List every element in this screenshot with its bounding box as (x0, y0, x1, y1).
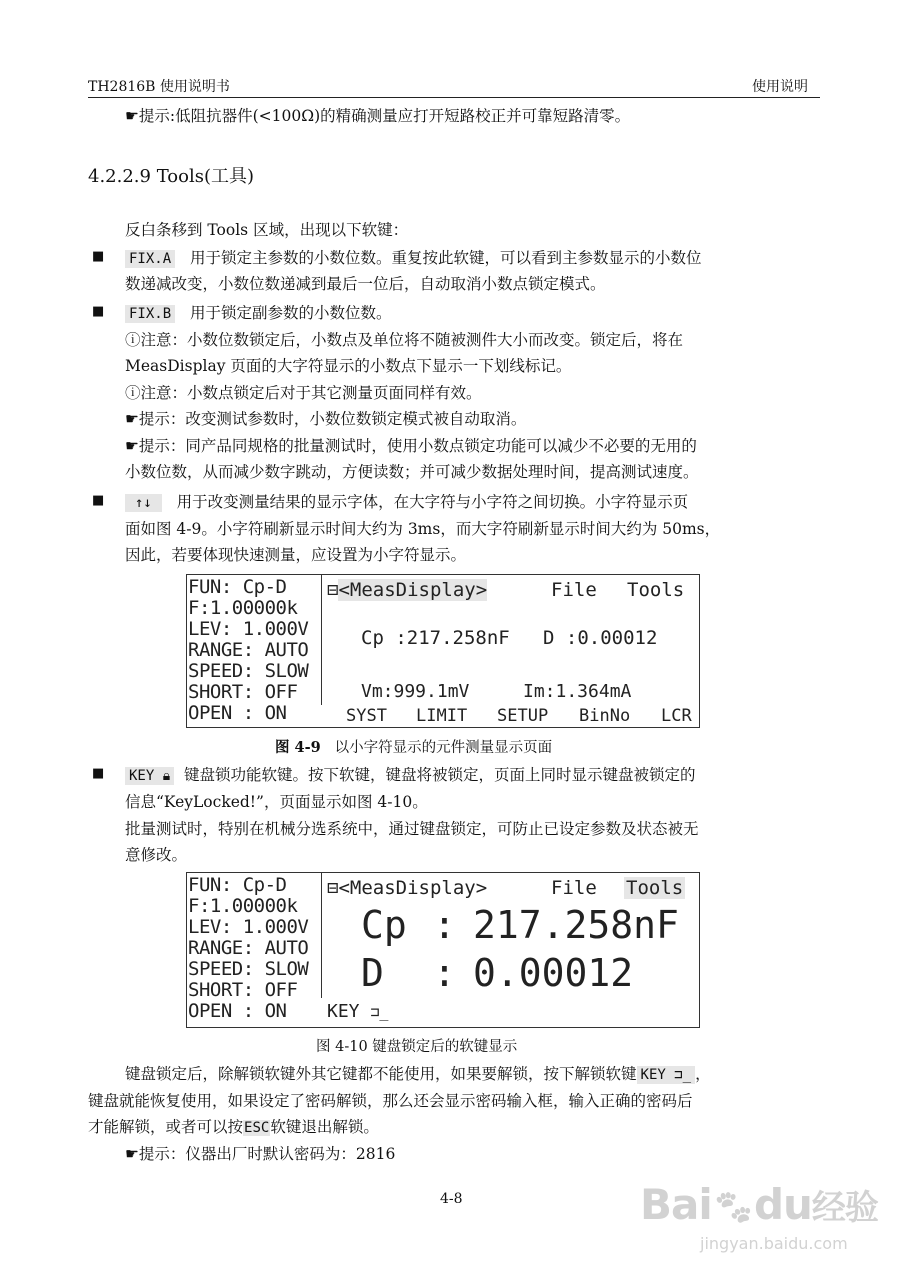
bullet-icon: ■ (92, 766, 105, 781)
caption-text: 以小字符显示的元件测量显示页面 (334, 740, 553, 756)
softkey-key-label: KEY (327, 1001, 360, 1022)
lcd-level: LEV: 1.000V (188, 618, 309, 640)
watermark-brand-tail: du (753, 1180, 812, 1229)
lcd-open: OPEN : ON (188, 1000, 287, 1022)
keylock-desc-2: 信息“KeyLocked!”，页面显示如图 4-10。 (125, 793, 428, 811)
unlock-text-3b: 软键退出解锁。 (270, 1118, 379, 1136)
baidu-watermark-url: jingyan.baidu.com (700, 1234, 848, 1253)
keylock-item (125, 763, 696, 785)
tip-password: ☛提示：仪器出厂时默认密码为：2816 (125, 1145, 396, 1163)
lcd-freq: F:1.00000k (188, 895, 298, 917)
lcd-menu-bar (327, 579, 487, 601)
keylock-desc: 键盘锁功能软键。按下软键，键盘将被锁定，页面上同时显示键盘被锁定的 (184, 766, 696, 784)
lcd-short: SHORT: OFF (188, 681, 298, 703)
menu-page[interactable]: <MeasDisplay> (338, 877, 488, 899)
lcd-menu-bar (327, 877, 487, 899)
watermark-brand-cn: 经验 (811, 1188, 878, 1228)
arrows-desc-2: 面如图 4-9。小字符刷新显示时间大约为 3ms，而大字符刷新显示时间大约为 50ms， (125, 520, 721, 538)
softkey-key-unlock[interactable] (327, 1001, 388, 1022)
lcd-fun: FUN: Cp-D (188, 874, 287, 896)
arrows-desc: 用于改变测量结果的显示字体，在大字符与小字符之间切换。小字符显示页 (176, 493, 689, 511)
arrows-desc-3: 因此，若要体现快速测量，应设置为小字符显示。 (125, 546, 467, 564)
softkey-syst[interactable]: SYST (346, 706, 387, 726)
unlock-text: 键盘锁定后，除解锁软键外其它键都不能使用，如果要解锁，按下解锁软键 KEY ⊐̲ ， (125, 1065, 711, 1083)
cp-label: Cp (361, 903, 407, 947)
caption-number: 图 4-9 (275, 739, 321, 756)
menu-page[interactable]: <MeasDisplay> (338, 579, 488, 601)
watermark-brand: Bai (640, 1180, 712, 1229)
lock-icon: 🔒︎ (162, 768, 171, 784)
fixa-softkey[interactable]: FIX.A (125, 250, 175, 268)
menu-tools[interactable]: Tools (626, 877, 684, 899)
softkey-limit[interactable]: LIMIT (416, 706, 468, 726)
tip-2: ☛提示：改变测试参数时，小数位数锁定模式被自动取消。 (125, 410, 527, 428)
unlock-icon: ⊐̲ (674, 1067, 692, 1083)
unlock-text-2: 键盘就能恢复使用，如果设定了密码解锁，那么还会显示密码输入框，输入正确的密码后 (88, 1092, 693, 1110)
d-value: 0.00012 (473, 951, 634, 995)
menu-file[interactable]: File (551, 877, 597, 899)
lcd-freq: F:1.00000k (188, 597, 298, 619)
softkey-binno[interactable]: BinNo (579, 706, 631, 726)
d-reading: D :0.00012 (543, 627, 658, 649)
d-label: D (361, 951, 384, 995)
lcd-fun: FUN: Cp-D (188, 576, 287, 598)
section-title: 4.2.2.9 Tools(工具) (88, 166, 255, 187)
menu-icon[interactable]: ⊟ (327, 579, 339, 601)
note-2: ⓘ注意：小数点锁定后对于其它测量页面同样有效。 (125, 384, 482, 402)
header-left: TH2816B 使用说明书 (88, 79, 230, 95)
note-1-cont: MeasDisplay 页面的大字符显示的小数点下显示一下划线标记。 (125, 357, 572, 375)
lcd-status-panel (188, 875, 308, 1022)
figure-4-10-caption: 图 4-10 键盘锁定后的软键显示 (316, 1039, 518, 1055)
softkey-lcr[interactable]: LCR (661, 706, 692, 726)
batch-text: 批量测试时，特别在机械分选系统中，通过键盘锁定，可防止已设定参数及状态被无 (125, 820, 699, 838)
lcd-divider (321, 873, 322, 998)
page-number: 4-8 (440, 1191, 463, 1207)
cp-colon: : (433, 903, 456, 947)
menu-file[interactable]: File (551, 579, 597, 601)
figure-4-9-caption (275, 736, 552, 757)
note-1: ⓘ注意：小数位数锁定后，小数点及单位将不随被测件大小而改变。锁定后，将在 (125, 331, 684, 349)
vm-reading: Vm:999.1mV (361, 681, 470, 702)
softkey-setup[interactable]: SETUP (497, 706, 549, 726)
menu-tools[interactable]: Tools (627, 579, 685, 601)
tip-3: ☛提示：同产品同规格的批量测试时，使用小数点锁定功能可以减少不必要的无用的 (125, 437, 697, 455)
lcd-figure-4-9 (186, 574, 700, 728)
lcd-short: SHORT: OFF (188, 979, 298, 1001)
lcd-divider (321, 575, 322, 705)
im-reading: Im:1.364mA (523, 681, 632, 702)
baidu-watermark-logo (640, 1180, 878, 1229)
fixa-desc-2: 数递减改变，小数位数递减到最后一位后，自动取消小数点锁定模式。 (125, 275, 606, 293)
paw-icon: 🐾︎ (711, 1188, 754, 1228)
header-rule (88, 97, 820, 98)
lcd-status-panel (188, 577, 308, 724)
tip-low-impedance: ☛提示:低阻抗器件(<100Ω)的精确测量应打开短路校正并可靠短路清零。 (125, 107, 631, 125)
esc-softkey[interactable]: ESC (244, 1120, 270, 1136)
unlock-key-label: KEY (640, 1067, 666, 1083)
d-colon: : (433, 951, 456, 995)
header-right: 使用说明 (752, 79, 808, 95)
fixb-softkey[interactable]: FIX.B (125, 305, 175, 323)
lcd-figure-4-10 (186, 872, 700, 1028)
lcd-speed: SPEED: SLOW (188, 958, 309, 980)
menu-icon[interactable]: ⊟ (327, 877, 339, 899)
arrows-item (125, 490, 688, 512)
key-lock-softkey[interactable] (125, 767, 174, 785)
lcd-range: RANGE: AUTO (188, 937, 309, 959)
tip-3-cont: 小数位数，从而减少数字跳动，方便读数；并可减少数据处理时间，提高测试速度。 (125, 463, 699, 481)
font-toggle-softkey[interactable]: ↑↓ (125, 494, 162, 512)
fixb-item (125, 301, 391, 323)
fixa-item (125, 246, 701, 268)
intro-text: 反白条移到 Tools 区域，出现以下软键： (125, 221, 409, 239)
unlock-softkey[interactable] (637, 1066, 696, 1084)
fixb-desc: 用于锁定副参数的小数位数。 (189, 304, 392, 322)
key-lock-label: KEY (129, 768, 155, 784)
cp-reading: Cp :217.258nF (361, 627, 510, 649)
lcd-speed: SPEED: SLOW (188, 660, 309, 682)
lcd-level: LEV: 1.000V (188, 916, 309, 938)
unlock-text-3 (88, 1115, 379, 1137)
lcd-open: OPEN : ON (188, 702, 287, 724)
bullet-icon: ■ (92, 249, 105, 264)
unlock-text-3a: 才能解锁，或者可以按 (88, 1118, 244, 1136)
cp-value: 217.258nF (473, 903, 679, 947)
unlock-icon: ⊐̲ (370, 1003, 389, 1021)
lcd-range: RANGE: AUTO (188, 639, 309, 661)
bullet-icon: ■ (92, 304, 105, 319)
batch-text-2: 意修改。 (125, 846, 188, 864)
unlock-text-1: 键盘锁定后，除解锁软键外其它键都不能使用，如果要解锁，按下解锁软键 (125, 1065, 637, 1083)
fixa-desc: 用于锁定主参数的小数位数。重复按此软键，可以看到主参数显示的小数位 (189, 249, 702, 267)
bullet-icon: ■ (92, 493, 105, 508)
